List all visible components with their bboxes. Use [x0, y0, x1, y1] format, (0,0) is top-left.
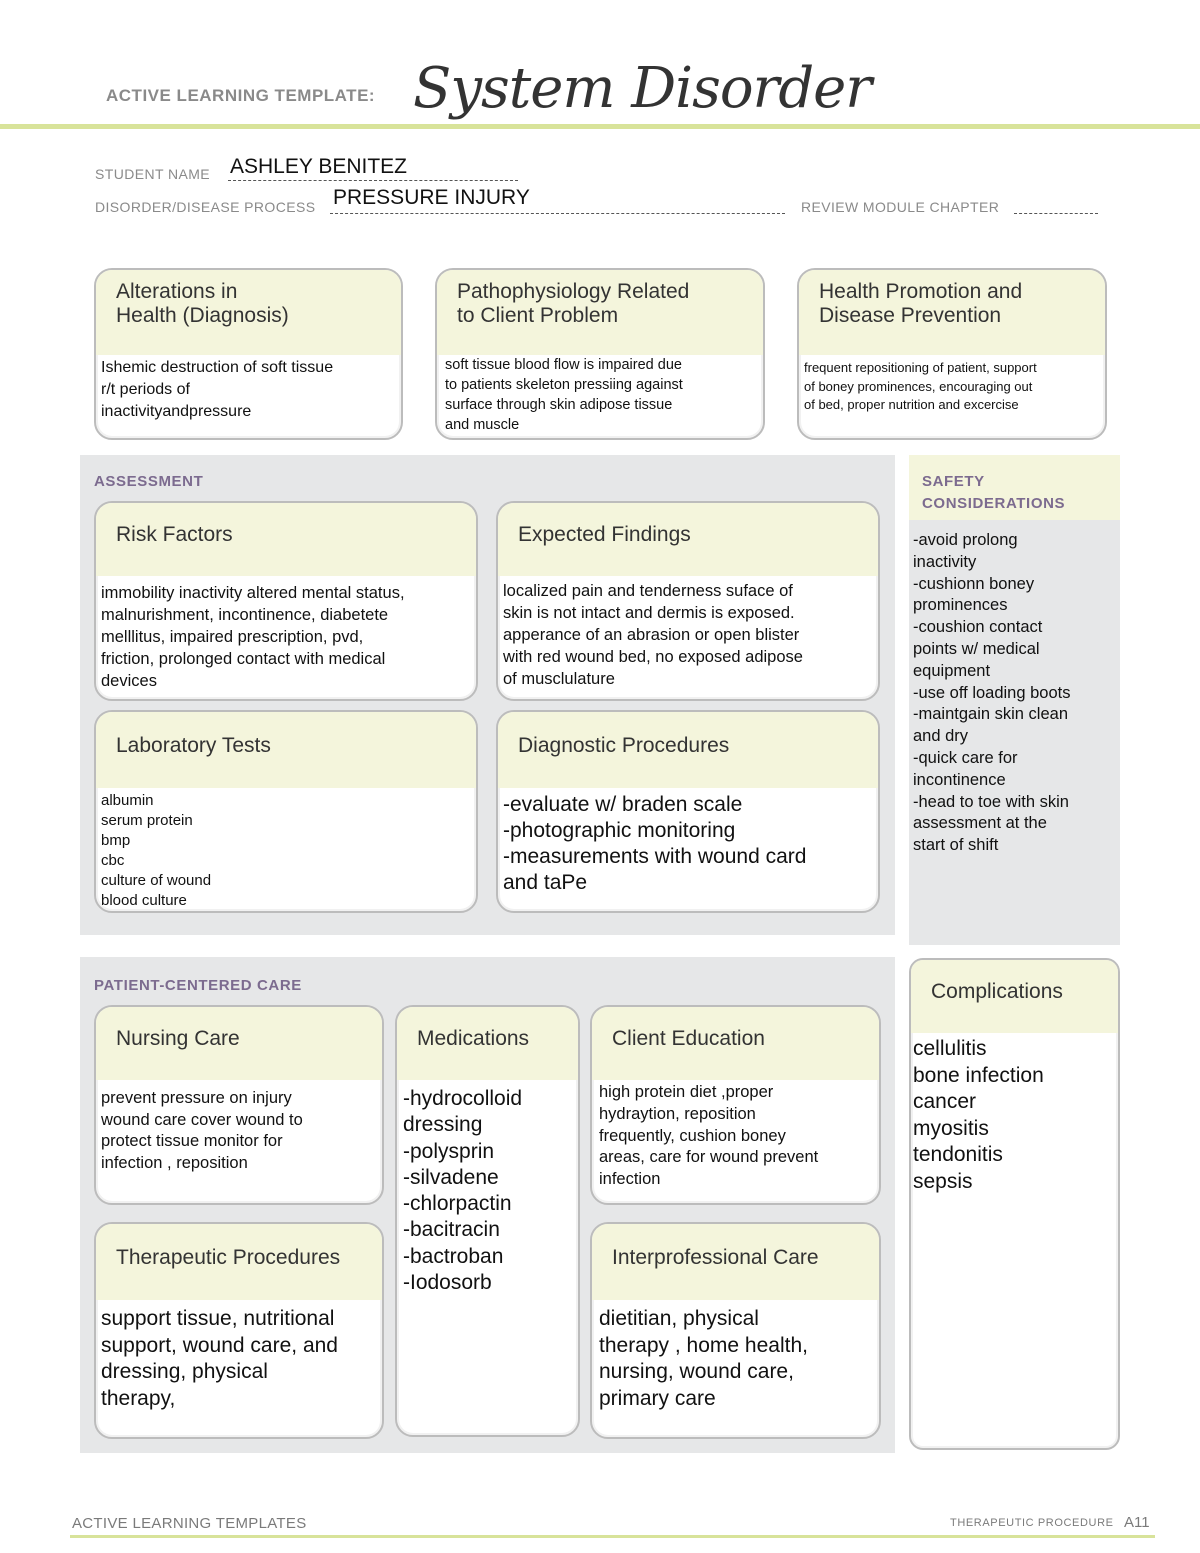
risk-factors-card [94, 501, 478, 701]
complications-text[interactable]: cellulitis bone infection cancer myositis tendonitis sepsis [913, 1037, 1044, 1193]
diagnostic-procedures-title: Diagnostic Procedures [498, 712, 878, 788]
expected-findings-title: Expected Findings [498, 503, 878, 576]
pathophysiology-title: Pathophysiology Related to Client Problem [437, 270, 763, 355]
footer-left-label: ACTIVE LEARNING TEMPLATES [72, 1515, 307, 1532]
complications-card [909, 958, 1120, 1450]
safety-text[interactable]: -avoid prolong inactivity -cushionn boney prominences -coushion contact points w/ medical equipment -use off loading boots -maintgain skin clean and dry -quick care for incontinence -head to toe with skin assessment at the start of shift [913, 531, 1071, 855]
review-chapter-field[interactable] [1014, 213, 1098, 214]
student-name-label: STUDENT NAME [95, 166, 210, 182]
expected-findings-card [496, 501, 880, 701]
risk-factors-text[interactable]: immobility inactivity altered mental status, malnurishment, incontinence, diabetete melllitus, impaired prescription, pvd, friction, prolonged contact with medical devices [101, 584, 405, 690]
disorder-label: DISORDER/DISEASE PROCESS [95, 199, 316, 215]
footer-page-number: A11 [1124, 1514, 1150, 1531]
client-education-title: Client Education [592, 1007, 879, 1080]
student-name-underline [228, 180, 518, 181]
therapeutic-procedures-text[interactable]: support tissue, nutritional support, wound care, and dressing, physical therapy, [101, 1307, 338, 1410]
diagnostic-procedures-text[interactable]: -evaluate w/ braden scale -photographic monitoring -measurements with wound card and taPe [503, 793, 807, 894]
interprofessional-care-text[interactable]: dietitian, physical therapy , home health, nursing, wound care, primary care [599, 1307, 808, 1410]
health-promotion-title: Health Promotion and Disease Prevention [799, 270, 1105, 355]
pathophysiology-card [435, 268, 765, 440]
disorder-underline [330, 213, 785, 214]
review-chapter-label: REVIEW MODULE CHAPTER [801, 199, 1000, 215]
therapeutic-procedures-title: Therapeutic Procedures [96, 1224, 382, 1300]
alterations-card [94, 268, 403, 440]
medications-card [395, 1005, 580, 1437]
medications-title: Medications [397, 1007, 578, 1080]
footer-rule [70, 1535, 1155, 1538]
client-education-card [590, 1005, 881, 1205]
template-title: System Disorder [413, 56, 872, 121]
laboratory-tests-text[interactable]: albumin serum protein bmp cbc culture of wound blood culture [101, 792, 212, 909]
interprofessional-care-title: Interprofessional Care [592, 1224, 879, 1300]
alterations-title: Alterations in Health (Diagnosis) [96, 270, 401, 355]
student-name-field[interactable]: ASHLEY BENITEZ [230, 155, 408, 178]
footer-right-label: THERAPEUTIC PROCEDURE [950, 1517, 1114, 1529]
expected-findings-text[interactable]: localized pain and tenderness suface of skin is not intact and dermis is exposed. apperance of an abrasion or open blister with red wound bed, no exposed adipose of musclulature [503, 582, 803, 688]
template-label: ACTIVE LEARNING TEMPLATE: [106, 86, 376, 105]
risk-factors-title: Risk Factors [96, 503, 476, 576]
client-education-text[interactable]: high protein diet ,proper hydraytion, reposition frequently, cushion boney areas, care for wound prevent infection [599, 1083, 819, 1189]
therapeutic-procedures-card [94, 1222, 384, 1439]
disorder-field[interactable]: PRESSURE INJURY [333, 186, 530, 209]
nursing-care-text[interactable]: prevent pressure on injury wound care cover wound to protect tissue monitor for infection , reposition [101, 1089, 303, 1172]
laboratory-tests-card [94, 710, 478, 913]
pathophysiology-text[interactable]: soft tissue blood flow is impaired due to patients skeleton pressiing against surface through skin adipose tissue and muscle [445, 357, 683, 433]
nursing-care-card [94, 1005, 384, 1205]
assessment-heading: ASSESSMENT [94, 473, 204, 490]
safety-heading: SAFETY CONSIDERATIONS [922, 473, 1066, 512]
header-rule [0, 124, 1200, 129]
medications-text[interactable]: -hydrocolloid dressing -polysprin -silvadene -chlorpactin -bacitracin -bactroban -Iodosorb [403, 1087, 523, 1295]
alterations-text[interactable]: Ishemic destruction of soft tissue r/t periods of inactivityandpressure [101, 359, 334, 420]
health-promotion-text[interactable]: frequent repositioning of patient, support of boney prominences, encouraging out of bed, proper nutrition and excercise [804, 360, 1037, 412]
patient-care-heading: PATIENT-CENTERED CARE [94, 977, 302, 994]
complications-title: Complications [911, 960, 1118, 1033]
laboratory-tests-title: Laboratory Tests [96, 712, 476, 788]
interprofessional-care-card [590, 1222, 881, 1439]
diagnostic-procedures-card [496, 710, 880, 913]
nursing-care-title: Nursing Care [96, 1007, 382, 1080]
health-promotion-card [797, 268, 1107, 440]
